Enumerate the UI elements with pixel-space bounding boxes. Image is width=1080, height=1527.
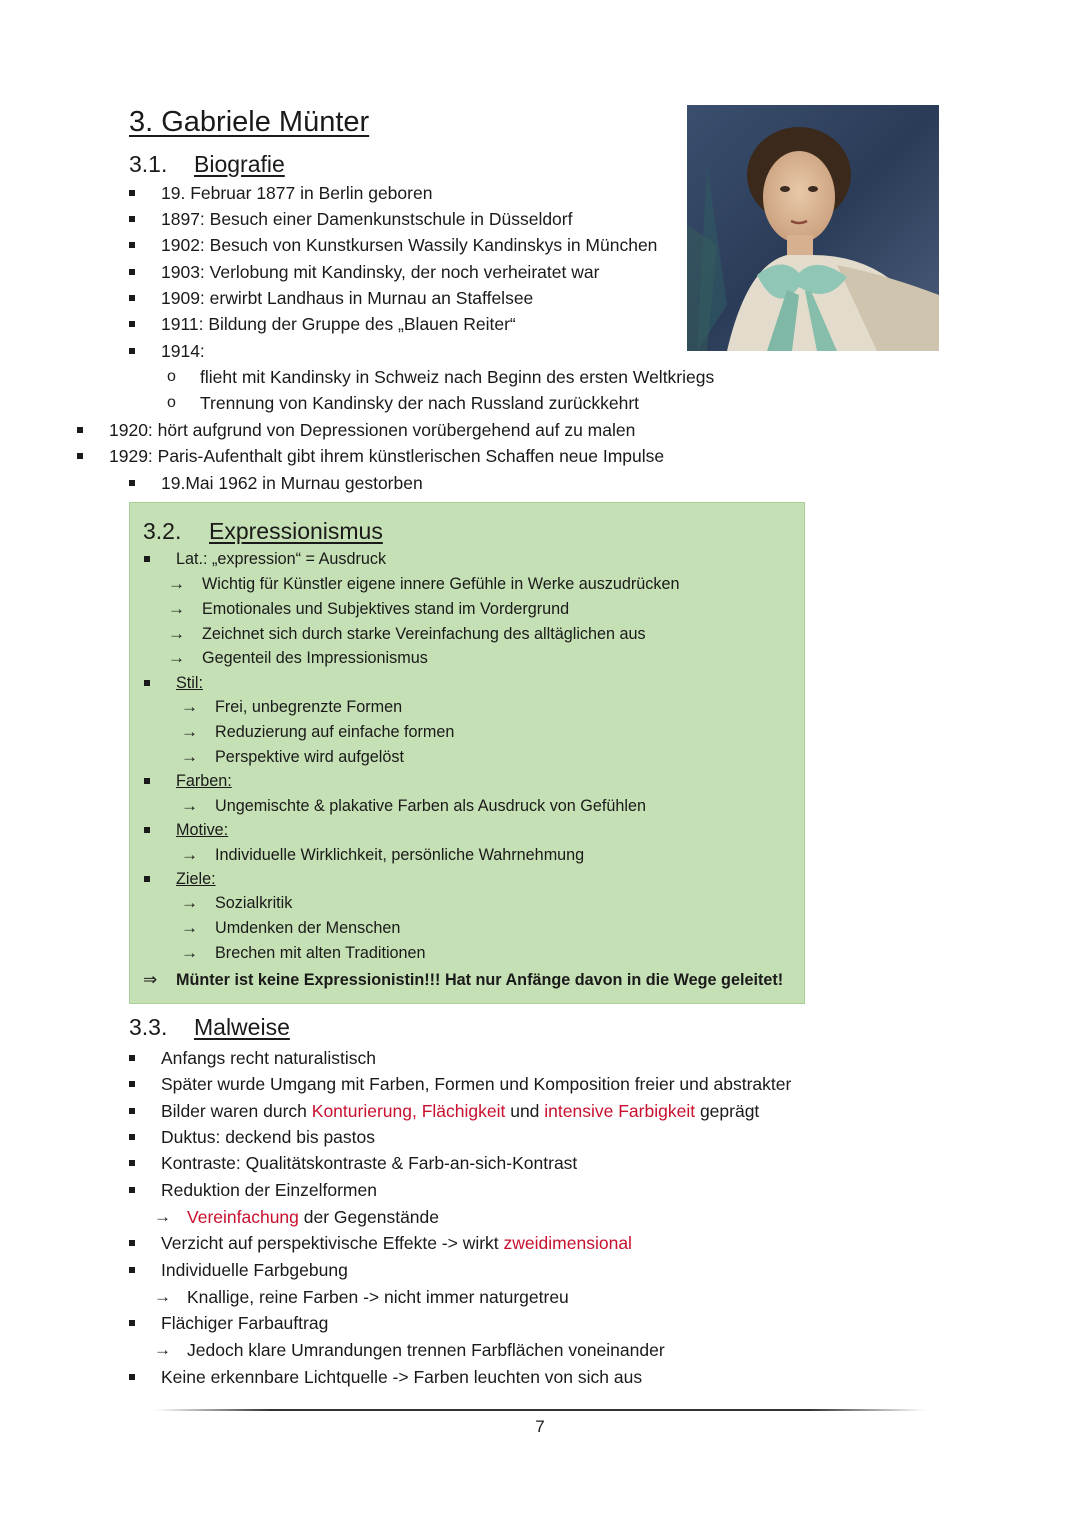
malweise-heading: 3.3. Malweise — [129, 1014, 290, 1040]
list-item: 19.Mai 1962 in Murnau gestorben — [129, 472, 423, 494]
list-item: Später wurde Umgang mit Farben, Formen und Komposition freier und abstrakter — [129, 1073, 791, 1095]
sub-list-item: → Zeichnet sich durch starke Vereinfachung des alltäglichen aus — [168, 624, 646, 643]
list-item: 1902: Besuch von Kunstkursen Wassily Kandinskys in München — [129, 234, 657, 256]
sub-list-item: → Reduzierung auf einfache formen — [181, 722, 455, 741]
list-item: Motive: — [144, 820, 228, 840]
sub-list-item: → Sozialkritik — [181, 893, 293, 912]
sub-list-item: → Gegenteil des Impressionismus — [168, 648, 428, 667]
sub-list-item: → Umdenken der Menschen — [181, 918, 401, 937]
sub-list-item: o Trennung von Kandinsky der nach Russland zurückkehrt — [167, 393, 640, 413]
list-item: 1903: Verlobung mit Kandinsky, der noch verheiratet war — [129, 261, 599, 283]
page-number: 7 — [535, 1417, 545, 1436]
list-item: 1909: erwirbt Landhaus in Murnau an Staffelsee — [129, 287, 533, 309]
sub-list-item: → Frei, unbegrenzte Formen — [181, 697, 403, 716]
list-item: Flächiger Farbauftrag — [129, 1312, 328, 1334]
expressionismus-heading: 3.2. Expressionismus — [143, 518, 383, 544]
list-item: 1897: Besuch einer Damenkunstschule in Düsseldorf — [129, 208, 572, 230]
expressionismus-box — [129, 502, 805, 1004]
sub-list-item: → Vereinfachung der Gegenstände — [154, 1207, 440, 1227]
page-title: 3. Gabriele Münter — [129, 106, 370, 138]
sub-list-item: → Individuelle Wirklichkeit, persönliche Wahrnehmung — [181, 845, 585, 864]
list-item: Individuelle Farbgebung — [129, 1259, 348, 1281]
list-item: 19. Februar 1877 in Berlin geboren — [129, 182, 432, 204]
list-item: 1911: Bildung der Gruppe des „Blauen Reiter“ — [129, 313, 516, 335]
list-item: Stil: — [144, 673, 203, 693]
biografie-heading: 3.1. Biografie — [129, 151, 285, 177]
sub-list-item: → Perspektive wird aufgelöst — [181, 747, 404, 766]
sub-list-item: → Wichtig für Künstler eigene innere Gefühle in Werke auszudrücken — [168, 574, 680, 593]
list-item: Anfangs recht naturalistisch — [129, 1047, 376, 1069]
sub-list-item: → Knallige, reine Farben -> nicht immer naturgetreu — [154, 1287, 569, 1307]
list-item: Reduktion der Einzelformen — [129, 1179, 377, 1201]
list-item: Farben: — [144, 771, 232, 791]
footer-divider — [155, 1409, 925, 1411]
list-item: Lat.: „expression“ = Ausdruck — [144, 549, 386, 569]
list-item: 1914: — [129, 340, 205, 362]
sub-list-item: → Jedoch klare Umrandungen trennen Farbflächen voneinander — [154, 1340, 665, 1360]
sub-list-item: o flieht mit Kandinsky in Schweiz nach Beginn des ersten Weltkriegs — [167, 367, 715, 387]
list-item: 1920: hört aufgrund von Depressionen vorübergehend auf zu malen — [77, 419, 635, 441]
list-item: Ziele: — [144, 869, 216, 889]
sub-list-item: → Emotionales und Subjektives stand im Vordergrund — [168, 599, 570, 618]
list-item: 1929: Paris-Aufenthalt gibt ihrem künstlerischen Schaffen neue Impulse — [77, 445, 664, 467]
list-item: Verzicht auf perspektivische Effekte -> wirkt zweidimensional — [129, 1232, 632, 1254]
sub-list-item: → Ungemischte & plakative Farben als Ausdruck von Gefühlen — [181, 796, 646, 815]
sub-list-item: → Brechen mit alten Traditionen — [181, 943, 426, 962]
conclusion: ⇒ Münter ist keine Expressionistin!!! Hat nur Anfänge davon in die Wege geleitet! — [143, 970, 784, 989]
portrait-painting — [687, 105, 939, 351]
list-item: Duktus: deckend bis pastos — [129, 1126, 375, 1148]
list-item: Kontraste: Qualitätskontraste & Farb-an-sich-Kontrast — [129, 1152, 577, 1174]
list-item: Bilder waren durch Konturierung, Flächigkeit und intensive Farbigkeit geprägt — [129, 1100, 759, 1122]
list-item: Keine erkennbare Lichtquelle -> Farben leuchten von sich aus — [129, 1366, 642, 1388]
